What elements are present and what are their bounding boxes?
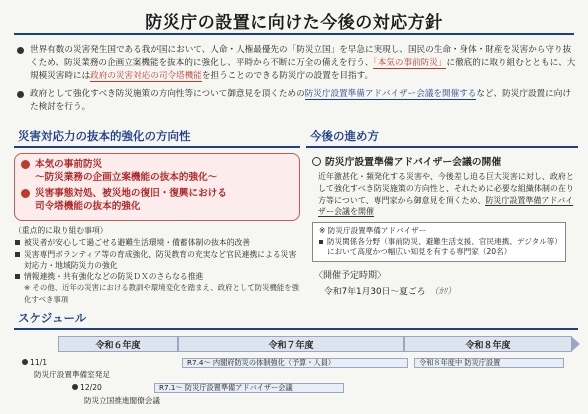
arrow-right-icon <box>571 336 580 352</box>
section-heading: 災害対応力の抜本的強化の方向性 <box>14 126 300 148</box>
square-bullet-icon <box>15 274 20 279</box>
next-steps-panel <box>306 126 578 306</box>
effort-item <box>14 237 300 248</box>
schedule-date: 令和7年1月30日～夏ごろ <box>324 286 426 297</box>
meeting-title: 防災庁設置準備アドバイザー会議の開催 <box>325 157 502 168</box>
highlight-text: 防災庁設置準備アドバイザー会議を開催する <box>304 88 477 99</box>
schedule-label: 〈開催予定時期〉 <box>314 270 387 281</box>
members-item <box>319 236 562 248</box>
timeline-bar: 令和８年度中 防災庁設置 <box>414 358 564 368</box>
intro-text: 世界有数の災害発生国である我が国において、人命・人権最優先の「防災立国」を早急に実現し、国民の生命・身体・財産を災害から守り抜くため、防災業務の企画立案機能を抜本的に強化し、平時から不断に万全の備えを行う、 <box>30 45 572 69</box>
year-r7 <box>178 336 404 352</box>
policy-subtitle: 司令塔機能の抜本的強化 <box>35 201 141 212</box>
policy-item <box>21 158 293 184</box>
meeting-text: 近年激甚化・頻発化する災害や、今後差し迫る巨大災害に対し、政府として強化すべき防災施策の方向性と、それために必要な組織体制の在り方等について、専門家から御意見を頂くため、 <box>318 172 574 205</box>
direction-panel <box>14 126 300 306</box>
effort-text: 情報連携・共有強化などの防災ＤＸのさらなる推進 <box>24 272 204 282</box>
intro-text: に徹底的に取り組むとともに、大規模災害時には <box>30 58 576 82</box>
event-row <box>72 383 102 392</box>
highlight-text: 「本気の事前防災」 <box>373 58 447 69</box>
members-heading: ※ 防災庁設置準備アドバイザー <box>319 226 427 236</box>
event-date: 11/1 <box>30 358 48 367</box>
year-label: 令和７年度 <box>268 340 314 351</box>
dot-marker-icon <box>72 384 78 390</box>
year-timeline <box>58 336 572 352</box>
bullet-dot-icon <box>17 91 24 98</box>
efforts-heading: （重点的に取り組む事項） <box>14 226 108 235</box>
handwritten-note: （ｶﾘ） <box>429 286 456 297</box>
square-bullet-icon <box>319 240 323 244</box>
title-divider <box>14 33 574 35</box>
effort-text: 災害専門ボランティア等の育成強化、防災教育の充実など官民連携による災害対応力・地域防災力の強化 <box>24 249 297 270</box>
efforts-note: ※ その他、近年の災害における教訓や環境変化を踏まえ、政府として防災機能を強化すべき事項 <box>24 283 300 304</box>
dot-marker-icon <box>22 359 28 365</box>
meeting-highlight: 防災庁設置準備アドバイザー会議を開催 <box>318 195 574 217</box>
timeline-bar: R7.4～ 内閣府防災の体制強化（予算・人員） <box>182 358 408 368</box>
members-box <box>312 222 566 262</box>
circle-outline-icon <box>312 157 321 166</box>
intro-text: 政府として強化すべき防災施策の方向性等について御意見を頂くための <box>30 88 305 99</box>
intro-section <box>16 44 576 118</box>
intro-text: を担うことのできる防災庁の設置を目指す。 <box>201 71 374 82</box>
event-label: 防災立国推進閣僚会議 <box>84 396 160 405</box>
section-heading: 今後の進め方 <box>306 126 578 148</box>
timeline-bar: R7.1～ 防災庁設置準備アドバイザー会議 <box>154 383 344 393</box>
square-bullet-icon <box>15 240 20 245</box>
intro-bullet <box>16 44 576 84</box>
event-label: 防災庁設置準備室発足 <box>34 370 110 379</box>
members-text: 防災関係各分野（事前防災、避難生活支援、官民連携、デジタル等） <box>327 236 562 246</box>
policy-subtitle: ～防災業務の企画立案機能の抜本的強化～ <box>35 172 218 183</box>
highlight-text: 政府の災害対応の司令塔機能 <box>90 71 202 82</box>
schedule-section <box>14 308 578 412</box>
square-bullet-icon <box>15 252 20 257</box>
circle-bullet-icon <box>21 189 30 198</box>
effort-text: 被災者が安心して過ごせる避難生活環境・備蓄体制の抜本的改善 <box>24 238 251 248</box>
year-label: 令和８年度 <box>465 340 511 351</box>
year-r6 <box>58 336 178 352</box>
bullet-dot-icon <box>17 47 24 54</box>
efforts-list <box>14 225 300 305</box>
section-heading: スケジュール <box>14 308 578 330</box>
event-date: 12/20 <box>80 383 102 392</box>
effort-item <box>14 271 300 282</box>
event-row <box>22 358 47 367</box>
page-title: 防災庁の設置に向けた今後の対応方針 <box>145 13 443 33</box>
intro-text: など、防災庁設置に向けた検討を行う。 <box>30 88 571 112</box>
meeting-description <box>306 171 578 218</box>
schedule-value <box>306 284 578 297</box>
policy-title: 災害事態対処、被災地の復旧・復興における <box>35 188 227 199</box>
members-text: において高度かつ幅広い知見を有する専門家（20名） <box>327 247 512 257</box>
effort-item <box>14 249 300 272</box>
circle-bullet-icon <box>21 160 30 169</box>
meeting-heading <box>306 154 578 168</box>
policy-box <box>14 153 300 221</box>
policy-item <box>21 187 293 213</box>
members-item <box>319 247 559 258</box>
policy-title: 本気の事前防災 <box>35 159 103 170</box>
year-r8 <box>404 336 572 352</box>
intro-bullet <box>16 88 576 114</box>
year-label: 令和６年度 <box>95 340 141 351</box>
